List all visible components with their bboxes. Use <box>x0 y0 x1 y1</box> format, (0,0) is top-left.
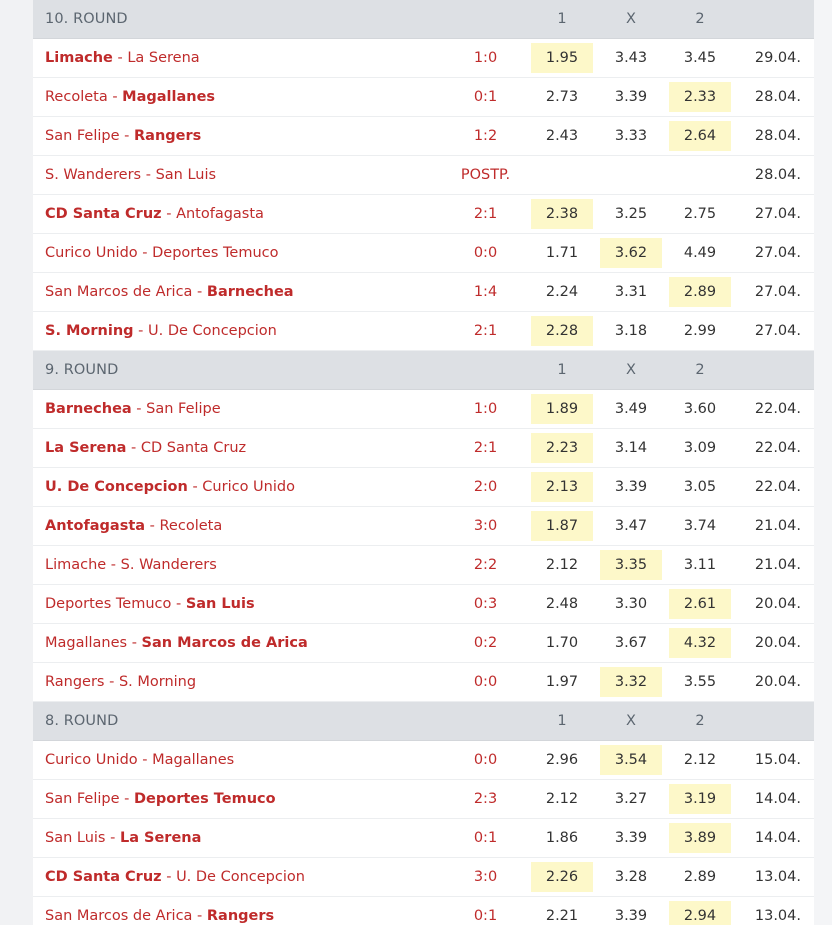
home-team[interactable]: San Felipe <box>45 128 120 144</box>
match-teams-link[interactable] <box>33 674 440 690</box>
odds-home[interactable]: 2.48 <box>545 596 579 612</box>
match-row[interactable] <box>33 507 814 546</box>
odds-draw[interactable]: 3.32 <box>600 667 662 697</box>
round-header <box>33 0 814 39</box>
match-date: 22.04. <box>754 440 801 456</box>
match-date: 28.04. <box>754 89 801 105</box>
match-score[interactable]: POSTP. <box>460 167 511 183</box>
match-date: 14.04. <box>754 830 801 846</box>
team-separator: - <box>106 557 121 573</box>
round-header <box>33 351 814 390</box>
match-score[interactable]: 0:0 <box>473 674 498 690</box>
team-separator: - <box>126 440 141 456</box>
match-teams-link[interactable] <box>33 908 440 924</box>
odds-1-header: 1 <box>557 11 567 27</box>
match-teams-link[interactable] <box>33 557 440 573</box>
match-teams-link[interactable] <box>33 791 440 807</box>
match-teams-link[interactable] <box>33 50 440 66</box>
match-date: 28.04. <box>754 128 801 144</box>
match-row[interactable] <box>33 819 814 858</box>
odds-away[interactable]: 3.55 <box>683 674 717 690</box>
odds-draw[interactable]: 3.67 <box>614 635 648 651</box>
match-row[interactable] <box>33 234 814 273</box>
home-team[interactable]: Rangers <box>45 674 105 690</box>
match-date: 13.04. <box>754 908 801 924</box>
away-team[interactable]: U. De Concepcion <box>176 869 305 885</box>
odds-away[interactable]: 2.64 <box>669 121 731 151</box>
odds-home[interactable]: 2.28 <box>531 316 593 346</box>
odds-away[interactable]: 2.61 <box>669 589 731 619</box>
match-date: 22.04. <box>754 479 801 495</box>
home-team[interactable]: S. Wanderers <box>45 167 142 183</box>
match-score[interactable]: 2:0 <box>473 479 498 495</box>
match-teams-link[interactable] <box>33 635 440 651</box>
match-date: 22.04. <box>754 401 801 417</box>
odds-away[interactable]: 2.33 <box>669 82 731 112</box>
match-score[interactable]: 2:1 <box>473 323 498 339</box>
odds-away[interactable]: 3.11 <box>683 557 717 573</box>
match-row[interactable] <box>33 624 814 663</box>
odds-home[interactable] <box>531 160 593 190</box>
match-teams-link[interactable] <box>33 128 440 144</box>
match-row[interactable] <box>33 585 814 624</box>
match-score[interactable]: 0:0 <box>473 752 498 768</box>
away-team[interactable]: La Serena <box>119 830 202 846</box>
odds-away[interactable]: 2.12 <box>683 752 717 768</box>
team-separator: - <box>145 518 160 534</box>
match-teams-link[interactable] <box>33 596 440 612</box>
match-row[interactable] <box>33 390 814 429</box>
match-row[interactable] <box>33 429 814 468</box>
odds-draw[interactable]: 3.14 <box>614 440 648 456</box>
odds-home[interactable]: 2.12 <box>545 557 579 573</box>
team-separator: - <box>187 479 203 495</box>
odds-draw[interactable]: 3.27 <box>614 791 648 807</box>
match-row[interactable] <box>33 897 814 925</box>
home-team[interactable]: La Serena <box>45 440 127 456</box>
home-team[interactable]: Recoleta <box>45 89 108 105</box>
team-separator: - <box>131 401 147 417</box>
odds-away[interactable]: 3.60 <box>683 401 717 417</box>
away-team[interactable]: Magallanes <box>122 89 216 105</box>
away-team[interactable]: San Luis <box>155 167 217 183</box>
odds-draw[interactable]: 3.62 <box>600 238 662 268</box>
away-team[interactable]: CD Santa Cruz <box>140 440 247 456</box>
match-teams-link[interactable] <box>33 89 440 105</box>
team-separator: - <box>104 674 119 690</box>
match-row[interactable] <box>33 39 814 78</box>
match-row[interactable] <box>33 546 814 585</box>
match-date: 27.04. <box>754 206 801 222</box>
round-title: 10. ROUND <box>45 11 128 27</box>
match-score[interactable]: 3:0 <box>473 869 498 885</box>
match-row[interactable] <box>33 195 814 234</box>
home-team[interactable]: San Marcos de Arica <box>45 908 193 924</box>
match-score[interactable]: 0:0 <box>473 245 498 261</box>
match-score[interactable]: 1:0 <box>473 50 498 66</box>
team-separator: - <box>192 908 207 924</box>
odds-away[interactable]: 4.49 <box>683 245 717 261</box>
match-date: 20.04. <box>754 674 801 690</box>
home-team[interactable]: Curico Unido <box>45 752 138 768</box>
match-teams-link[interactable] <box>33 479 440 495</box>
match-row[interactable] <box>33 663 814 702</box>
match-score[interactable]: 2:1 <box>473 206 498 222</box>
match-date: 27.04. <box>754 245 801 261</box>
odds-home[interactable]: 2.13 <box>531 472 593 502</box>
odds-home[interactable]: 2.96 <box>545 752 579 768</box>
match-date: 21.04. <box>754 518 801 534</box>
odds-home[interactable]: 1.87 <box>531 511 593 541</box>
odds-1-header: 1 <box>557 362 567 378</box>
results-table <box>33 0 814 925</box>
away-team[interactable]: San Luis <box>185 596 255 612</box>
home-team[interactable]: U. De Concepcion <box>45 479 188 495</box>
odds-draw[interactable]: 3.35 <box>600 550 662 580</box>
odds-draw[interactable]: 3.28 <box>614 869 648 885</box>
team-separator: - <box>161 869 177 885</box>
odds-home[interactable]: 2.38 <box>531 199 593 229</box>
odds-2-header: 2 <box>695 713 705 729</box>
odds-draw[interactable] <box>600 160 662 190</box>
match-row[interactable] <box>33 858 814 897</box>
odds-away[interactable]: 2.89 <box>669 277 731 307</box>
odds-draw[interactable]: 3.39 <box>614 908 648 924</box>
match-row[interactable] <box>33 312 814 351</box>
team-separator: - <box>137 245 153 261</box>
team-separator: - <box>119 128 134 144</box>
match-teams-link[interactable] <box>33 869 440 885</box>
match-score[interactable]: 0:1 <box>473 830 498 846</box>
odds-home[interactable]: 2.12 <box>545 791 579 807</box>
odds-away[interactable]: 2.75 <box>683 206 717 222</box>
match-score[interactable]: 3:0 <box>473 518 498 534</box>
odds-draw[interactable]: 3.49 <box>614 401 648 417</box>
odds-1-header: 1 <box>557 713 567 729</box>
away-team[interactable]: U. De Concepcion <box>148 323 277 339</box>
match-date: 27.04. <box>754 323 801 339</box>
match-row[interactable] <box>33 468 814 507</box>
match-score[interactable]: 1:0 <box>473 401 498 417</box>
home-team[interactable]: Deportes Temuco <box>45 596 172 612</box>
odds-2-header: 2 <box>695 362 705 378</box>
away-team[interactable]: Barnechea <box>206 284 294 300</box>
odds-draw[interactable]: 3.39 <box>614 479 648 495</box>
odds-home[interactable]: 2.21 <box>545 908 579 924</box>
match-score[interactable]: 2:1 <box>473 440 498 456</box>
team-separator: - <box>105 830 120 846</box>
odds-away[interactable]: 3.89 <box>669 823 731 853</box>
odds-draw[interactable]: 3.25 <box>614 206 648 222</box>
away-team[interactable]: San Marcos de Arica <box>141 635 308 651</box>
away-team[interactable]: Deportes Temuco <box>134 791 276 807</box>
match-date: 15.04. <box>754 752 801 768</box>
match-teams-link[interactable] <box>33 518 440 534</box>
team-separator: - <box>112 50 128 66</box>
odds-draw[interactable]: 3.31 <box>614 284 648 300</box>
odds-away[interactable]: 3.74 <box>683 518 717 534</box>
home-team[interactable]: Limache <box>45 50 113 66</box>
match-teams-link[interactable] <box>33 206 440 222</box>
away-team[interactable]: Magallanes <box>152 752 235 768</box>
odds-home[interactable]: 1.97 <box>545 674 579 690</box>
match-score[interactable]: 0:1 <box>473 89 498 105</box>
odds-home[interactable]: 1.89 <box>531 394 593 424</box>
odds-draw[interactable]: 3.39 <box>614 89 648 105</box>
match-score[interactable]: 0:3 <box>473 596 498 612</box>
odds-draw[interactable]: 3.33 <box>614 128 648 144</box>
match-row[interactable] <box>33 273 814 312</box>
match-teams-link[interactable] <box>33 440 440 456</box>
odds-draw[interactable]: 3.39 <box>614 830 648 846</box>
match-row[interactable] <box>33 156 814 195</box>
match-row[interactable] <box>33 117 814 156</box>
odds-away[interactable]: 2.99 <box>683 323 717 339</box>
team-separator: - <box>119 791 134 807</box>
match-date: 13.04. <box>754 869 801 885</box>
odds-away[interactable]: 3.19 <box>669 784 731 814</box>
home-team[interactable]: CD Santa Cruz <box>45 206 162 222</box>
away-team[interactable]: S. Wanderers <box>120 557 217 573</box>
match-teams-link[interactable] <box>33 323 440 339</box>
odds-home[interactable]: 1.95 <box>531 43 593 73</box>
home-team[interactable]: Barnechea <box>45 401 132 417</box>
match-teams-link[interactable] <box>33 830 440 846</box>
odds-away[interactable]: 3.45 <box>683 50 717 66</box>
match-score[interactable]: 2:3 <box>473 791 498 807</box>
match-date: 21.04. <box>754 557 801 573</box>
away-team[interactable]: San Felipe <box>146 401 221 417</box>
home-team[interactable]: CD Santa Cruz <box>45 869 162 885</box>
odds-home[interactable]: 2.23 <box>531 433 593 463</box>
page-margin <box>814 0 832 925</box>
odds-away[interactable]: 3.05 <box>683 479 717 495</box>
odds-away[interactable]: 4.32 <box>669 628 731 658</box>
home-team[interactable]: San Luis <box>45 830 106 846</box>
odds-draw[interactable]: 3.30 <box>614 596 648 612</box>
away-team[interactable]: Rangers <box>134 128 202 144</box>
away-team[interactable]: Curico Unido <box>202 479 295 495</box>
away-team[interactable]: La Serena <box>127 50 200 66</box>
match-date: 14.04. <box>754 791 801 807</box>
team-separator: - <box>107 89 123 105</box>
odds-home[interactable]: 2.43 <box>545 128 579 144</box>
odds-draw[interactable]: 3.43 <box>614 50 648 66</box>
odds-x-header: X <box>626 362 636 378</box>
odds-home[interactable]: 1.71 <box>545 245 579 261</box>
odds-home[interactable]: 1.86 <box>545 830 579 846</box>
odds-home[interactable]: 2.73 <box>545 89 579 105</box>
match-score[interactable]: 1:4 <box>473 284 498 300</box>
round-title: 9. ROUND <box>45 362 119 378</box>
match-teams-link[interactable] <box>33 167 440 183</box>
odds-2-header: 2 <box>695 11 705 27</box>
odds-away[interactable] <box>669 160 731 190</box>
match-teams-link[interactable] <box>33 752 440 768</box>
match-date: 27.04. <box>754 284 801 300</box>
match-row[interactable] <box>33 780 814 819</box>
match-score[interactable]: 0:1 <box>473 908 498 924</box>
match-date: 28.04. <box>754 167 801 183</box>
team-separator: - <box>161 206 177 222</box>
home-team[interactable]: Magallanes <box>45 635 128 651</box>
home-team[interactable]: Limache <box>45 557 107 573</box>
match-row[interactable] <box>33 741 814 780</box>
odds-away[interactable]: 3.09 <box>683 440 717 456</box>
away-team[interactable]: Rangers <box>206 908 275 924</box>
round-header <box>33 702 814 741</box>
match-score[interactable]: 2:2 <box>473 557 498 573</box>
odds-home[interactable]: 2.24 <box>545 284 579 300</box>
match-teams-link[interactable] <box>33 401 440 417</box>
odds-away[interactable]: 2.94 <box>669 901 731 925</box>
away-team[interactable]: Deportes Temuco <box>152 245 279 261</box>
odds-x-header: X <box>626 11 636 27</box>
match-row[interactable] <box>33 78 814 117</box>
team-separator: - <box>127 635 142 651</box>
away-team[interactable]: S. Morning <box>118 674 197 690</box>
away-team[interactable]: Recoleta <box>159 518 223 534</box>
match-score[interactable]: 0:2 <box>473 635 498 651</box>
team-separator: - <box>171 596 186 612</box>
match-teams-link[interactable] <box>33 245 440 261</box>
odds-draw[interactable]: 3.18 <box>614 323 648 339</box>
odds-home[interactable]: 2.26 <box>531 862 593 892</box>
home-team[interactable]: San Marcos de Arica <box>45 284 193 300</box>
odds-draw[interactable]: 3.47 <box>614 518 648 534</box>
odds-home[interactable]: 1.70 <box>545 635 579 651</box>
team-separator: - <box>137 752 153 768</box>
team-separator: - <box>133 323 148 339</box>
match-date: 20.04. <box>754 635 801 651</box>
odds-draw[interactable]: 3.54 <box>600 745 662 775</box>
home-team[interactable]: San Felipe <box>45 791 120 807</box>
odds-x-header: X <box>626 713 636 729</box>
home-team[interactable]: Antofagasta <box>45 518 146 534</box>
match-score[interactable]: 1:2 <box>473 128 498 144</box>
home-team[interactable]: S. Morning <box>45 323 134 339</box>
match-date: 29.04. <box>754 50 801 66</box>
team-separator: - <box>192 284 207 300</box>
away-team[interactable]: Antofagasta <box>176 206 264 222</box>
match-teams-link[interactable] <box>33 284 440 300</box>
odds-away[interactable]: 2.89 <box>683 869 717 885</box>
match-date: 20.04. <box>754 596 801 612</box>
team-separator: - <box>141 167 156 183</box>
round-title: 8. ROUND <box>45 713 119 729</box>
home-team[interactable]: Curico Unido <box>45 245 138 261</box>
